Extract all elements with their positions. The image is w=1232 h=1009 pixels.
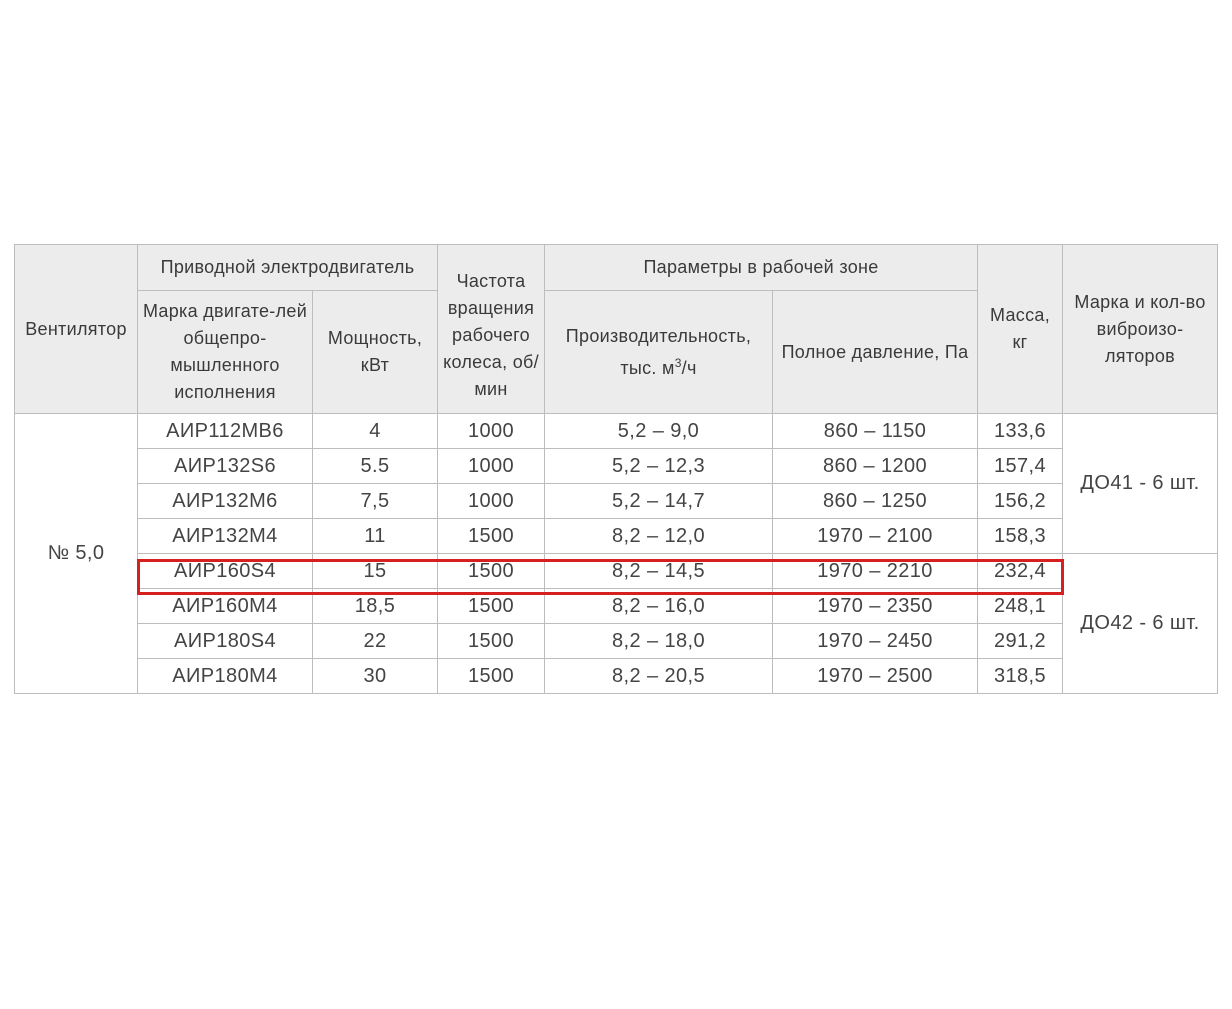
mass-cell: 133,6 bbox=[978, 414, 1063, 449]
header-power: Мощность, кВт bbox=[313, 291, 438, 414]
table-row bbox=[15, 624, 1218, 659]
pressure-cell: 1970 – 2210 bbox=[773, 554, 978, 589]
mass-cell: 158,3 bbox=[978, 519, 1063, 554]
header-work-zone-params: Параметры в рабочей зоне bbox=[545, 245, 978, 291]
capacity-cell: 8,2 – 18,0 bbox=[545, 624, 773, 659]
motor-cell: АИР180М4 bbox=[138, 659, 313, 694]
capacity-cell: 8,2 – 14,5 bbox=[545, 554, 773, 589]
header-capacity-suffix: /ч bbox=[681, 357, 697, 378]
power-cell: 30 bbox=[313, 659, 438, 694]
pressure-cell: 1970 – 2100 bbox=[773, 519, 978, 554]
speed-cell: 1500 bbox=[438, 554, 545, 589]
motor-cell: АИР160S4 bbox=[138, 554, 313, 589]
speed-cell: 1000 bbox=[438, 414, 545, 449]
power-cell: 22 bbox=[313, 624, 438, 659]
capacity-cell: 5,2 – 14,7 bbox=[545, 484, 773, 519]
header-capacity-sup: 3 bbox=[674, 355, 682, 370]
header-drive-motor: Приводной электродвигатель bbox=[138, 245, 438, 291]
power-cell: 18,5 bbox=[313, 589, 438, 624]
motor-cell: АИР132М4 bbox=[138, 519, 313, 554]
pressure-cell: 860 – 1150 bbox=[773, 414, 978, 449]
speed-cell: 1500 bbox=[438, 659, 545, 694]
isolator-group-cell: ДО42 - 6 шт. bbox=[1063, 554, 1218, 694]
power-cell: 15 bbox=[313, 554, 438, 589]
header-capacity-prefix: Производительность, тыс. м bbox=[565, 325, 752, 378]
motor-cell: АИР132S6 bbox=[138, 449, 313, 484]
pressure-cell: 1970 – 2500 bbox=[773, 659, 978, 694]
fan-spec-table bbox=[14, 244, 1218, 694]
header-capacity bbox=[545, 291, 773, 414]
table-row bbox=[15, 589, 1218, 624]
header-isolators: Марка и кол-во виброизо-ляторов bbox=[1063, 245, 1218, 414]
pressure-cell: 1970 – 2350 bbox=[773, 589, 978, 624]
power-cell: 4 bbox=[313, 414, 438, 449]
table-row bbox=[15, 484, 1218, 519]
motor-cell: АИР180S4 bbox=[138, 624, 313, 659]
mass-cell: 157,4 bbox=[978, 449, 1063, 484]
speed-cell: 1000 bbox=[438, 449, 545, 484]
pressure-cell: 860 – 1200 bbox=[773, 449, 978, 484]
fan-number-cell: № 5,0 bbox=[15, 414, 138, 694]
table-row bbox=[15, 659, 1218, 694]
mass-cell: 318,5 bbox=[978, 659, 1063, 694]
mass-cell: 232,4 bbox=[978, 554, 1063, 589]
spec-table-container bbox=[14, 244, 1217, 698]
header-mass: Масса, кг bbox=[978, 245, 1063, 414]
table-row bbox=[15, 449, 1218, 484]
mass-cell: 248,1 bbox=[978, 589, 1063, 624]
isolator-group-cell: ДО41 - 6 шт. bbox=[1063, 414, 1218, 554]
table-row bbox=[15, 414, 1218, 449]
speed-cell: 1500 bbox=[438, 624, 545, 659]
speed-cell: 1500 bbox=[438, 519, 545, 554]
speed-cell: 1000 bbox=[438, 484, 545, 519]
capacity-cell: 5,2 – 12,3 bbox=[545, 449, 773, 484]
mass-cell: 291,2 bbox=[978, 624, 1063, 659]
header-rotation-speed: Частота вращения рабочего колеса, об/мин bbox=[438, 245, 545, 414]
power-cell: 5.5 bbox=[313, 449, 438, 484]
capacity-cell: 8,2 – 12,0 bbox=[545, 519, 773, 554]
speed-cell: 1500 bbox=[438, 589, 545, 624]
header-motor-brand: Марка двигате-лей общепро-мышленного исполнения bbox=[138, 291, 313, 414]
pressure-cell: 1970 – 2450 bbox=[773, 624, 978, 659]
header-pressure: Полное давление, Па bbox=[773, 291, 978, 414]
header-fan: Вентилятор bbox=[15, 245, 138, 414]
capacity-cell: 8,2 – 16,0 bbox=[545, 589, 773, 624]
capacity-cell: 8,2 – 20,5 bbox=[545, 659, 773, 694]
table-row bbox=[15, 519, 1218, 554]
motor-cell: АИР112МВ6 bbox=[138, 414, 313, 449]
motor-cell: АИР132М6 bbox=[138, 484, 313, 519]
mass-cell: 156,2 bbox=[978, 484, 1063, 519]
capacity-cell: 5,2 – 9,0 bbox=[545, 414, 773, 449]
power-cell: 7,5 bbox=[313, 484, 438, 519]
power-cell: 11 bbox=[313, 519, 438, 554]
pressure-cell: 860 – 1250 bbox=[773, 484, 978, 519]
motor-cell: АИР160М4 bbox=[138, 589, 313, 624]
table-row-highlighted bbox=[15, 554, 1218, 589]
